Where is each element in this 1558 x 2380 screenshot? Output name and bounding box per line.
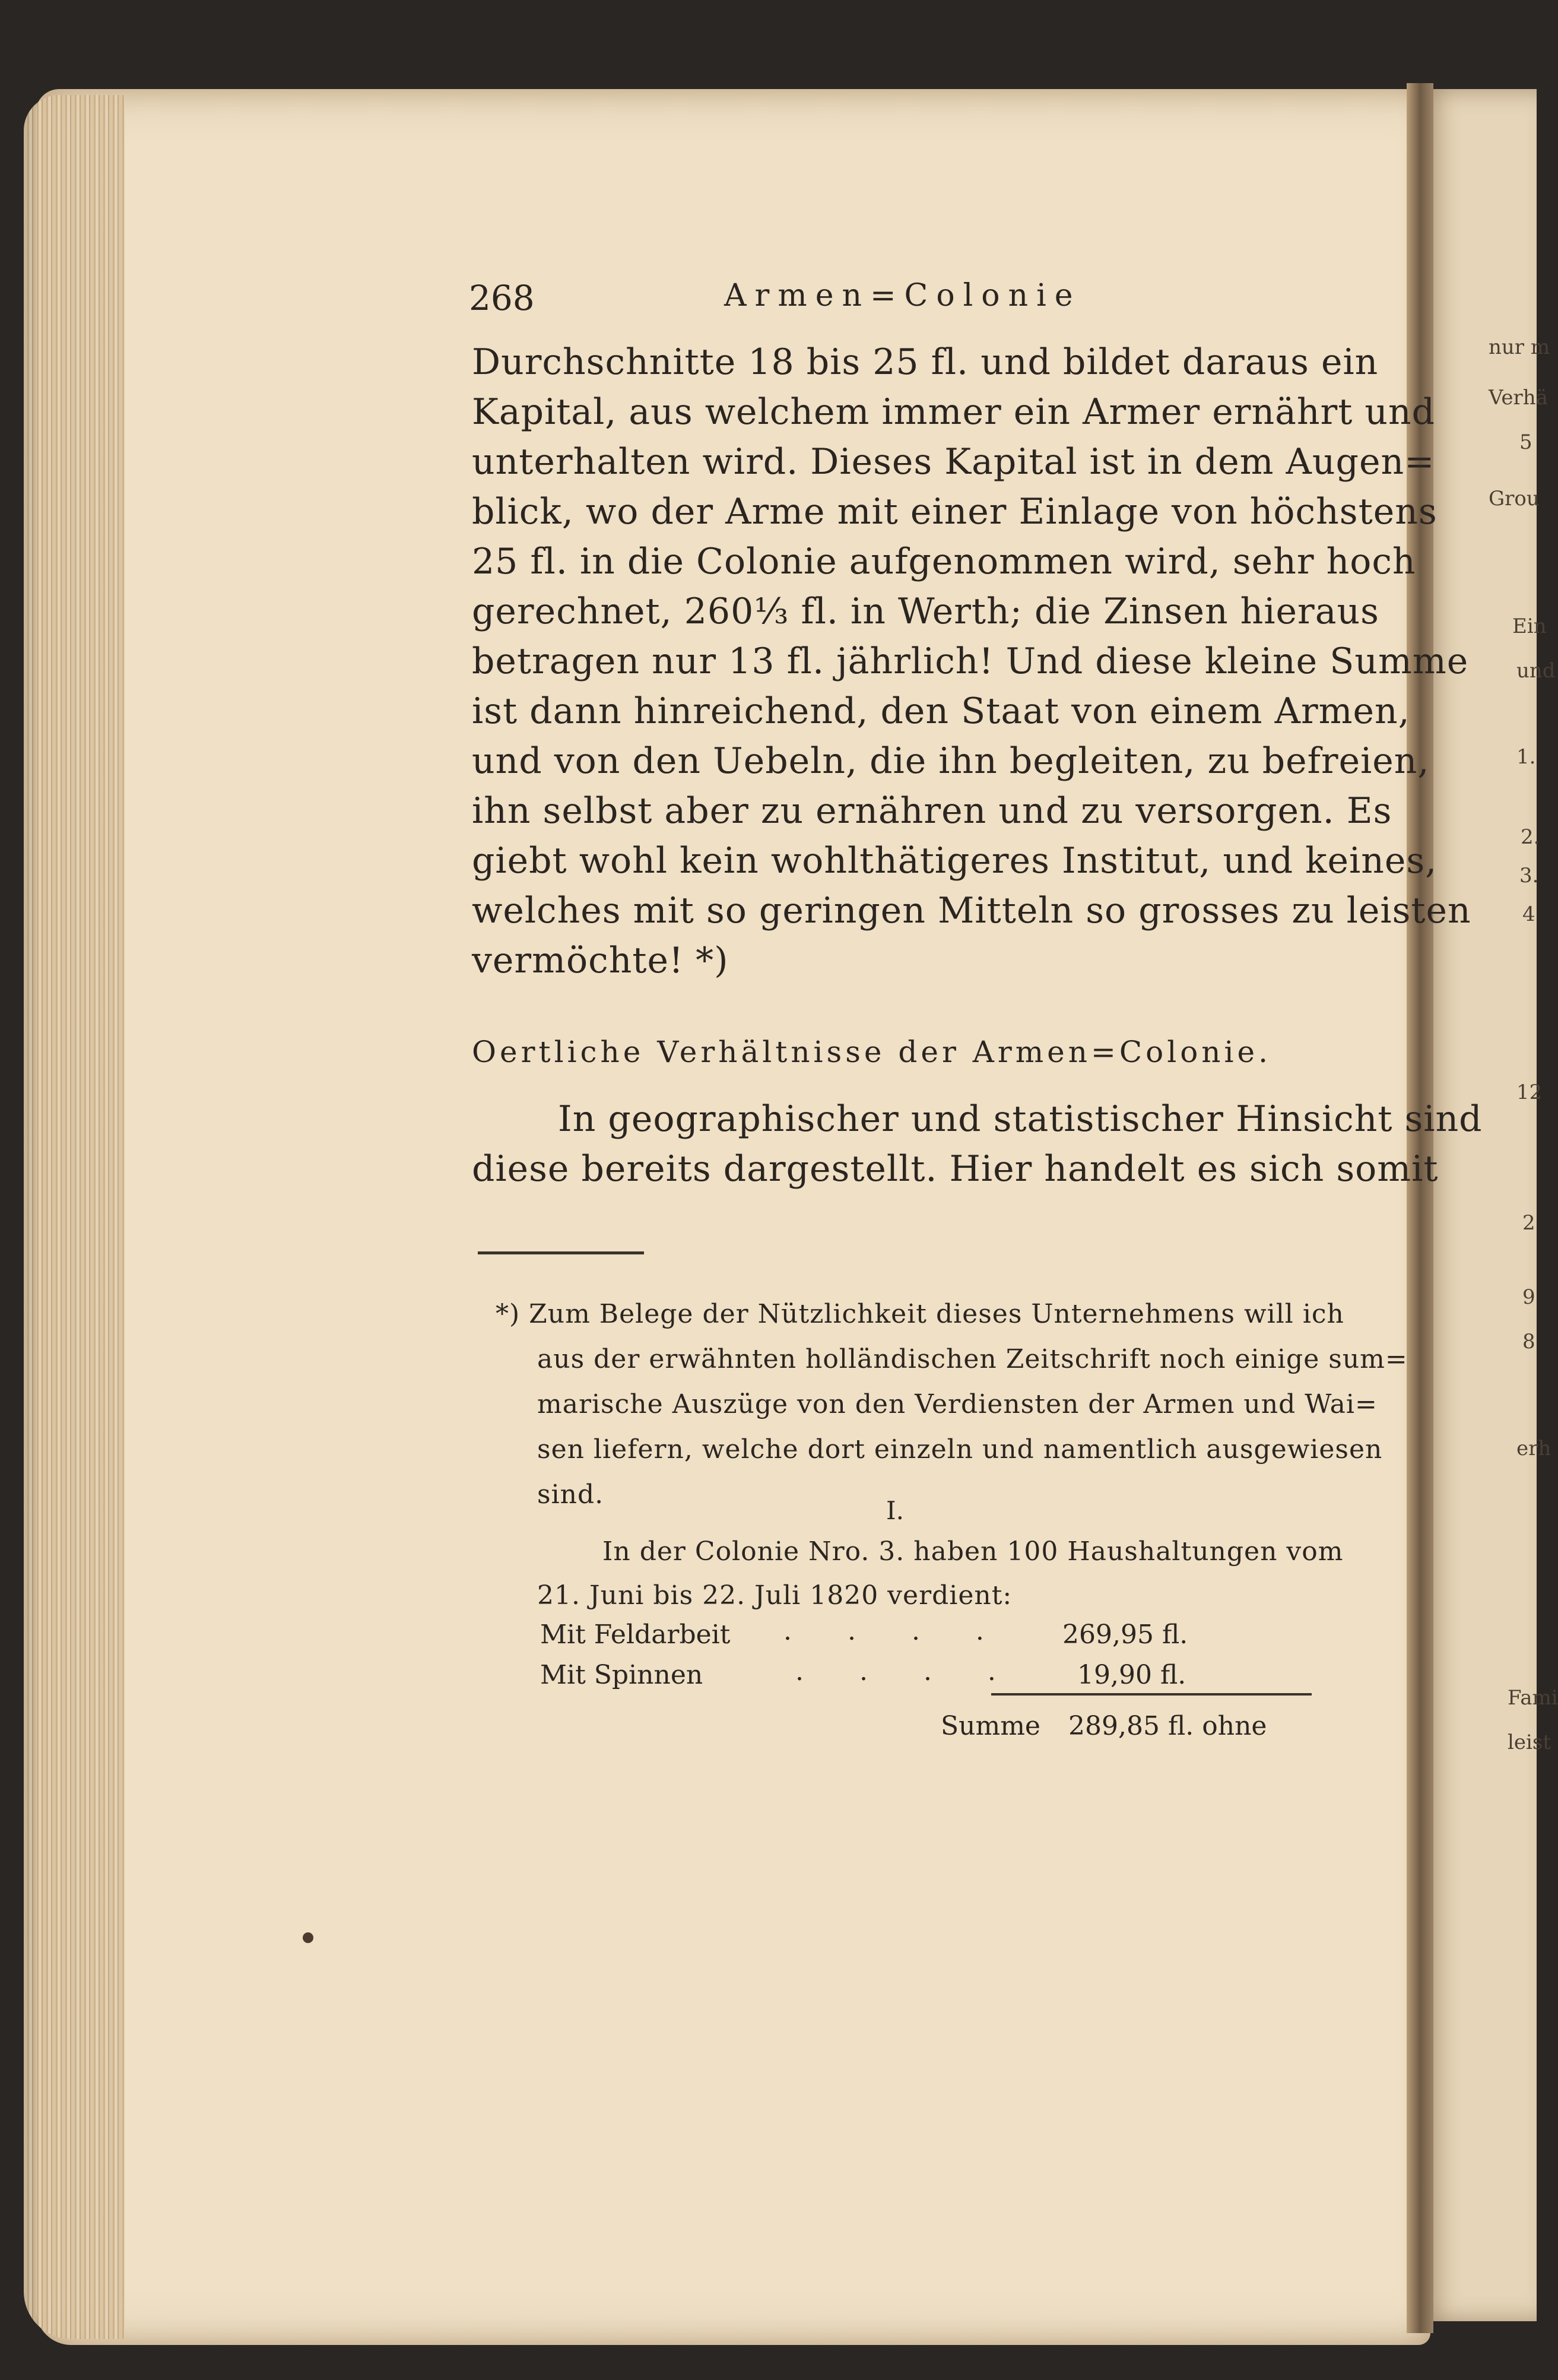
facing-page-fragment: 2. (1521, 825, 1540, 849)
running-title: Armen=Colonie (724, 278, 1081, 313)
earnings-row-label: Mit Spinnen (540, 1660, 703, 1690)
body-line: gerechnet, 260⅓ fl. in Werth; die Zinsen hieraus (472, 591, 1379, 632)
body-line: unterhalten wird. Dieses Kapital ist in dem Augen= (472, 441, 1435, 483)
facing-page-fragment: Fami (1508, 1686, 1558, 1710)
body-line: Durchschnitte 18 bis 25 fl. und bildet daraus ein (472, 341, 1379, 383)
facing-page-fragment: Ein (1512, 614, 1547, 638)
earnings-row-value: 19,90 fl. (1077, 1660, 1186, 1690)
footnote-line: sen liefern, welche dort einzeln und namentlich ausgewiesen (537, 1434, 1383, 1465)
body-line: blick, wo der Arme mit einer Einlage von höchstens (472, 491, 1438, 533)
body-line: betragen nur 13 fl. jährlich! Und diese kleine Summe (472, 641, 1469, 682)
body-line: ihn selbst aber zu ernähren und zu versorgen. Es (472, 790, 1392, 832)
facing-page-fragment: leist (1508, 1731, 1551, 1754)
body-line: vermöchte! *) (472, 940, 729, 981)
body-line: 25 fl. in die Colonie aufgenommen wird, sehr hoch (472, 541, 1416, 582)
footnote-line: In der Colonie Nro. 3. haben 100 Haushaltungen vom (602, 1536, 1344, 1567)
footnote-line: 21. Juni bis 22. Juli 1820 verdient: (537, 1580, 1013, 1611)
facing-page-fragment: Verhä (1489, 386, 1548, 410)
facing-page-fragment: 8 (1522, 1330, 1535, 1354)
earnings-row-label: Mit Feldarbeit (540, 1620, 731, 1650)
facing-page (1421, 89, 1537, 2321)
facing-page-fragment: 3. (1519, 864, 1539, 888)
section-heading: Oertliche Verhältnisse der Armen=Colonie. (472, 1035, 1271, 1069)
leader-dots: . . . . (783, 1616, 1008, 1646)
facing-page-fragment: erh (1516, 1437, 1551, 1460)
footnote-roman-numeral: I. (886, 1496, 904, 1525)
body-line: ist dann hinreichend, den Staat von einem Armen, (472, 690, 1410, 732)
page-edges-stack (24, 95, 125, 2339)
body-line: welches mit so geringen Mitteln so grosses zu leisten (472, 890, 1471, 931)
ink-spot (303, 1932, 313, 1943)
facing-page-fragment: 1. (1516, 745, 1536, 769)
facing-page-fragment: Grou (1489, 487, 1540, 511)
earnings-row-value: 269,95 fl. (1062, 1620, 1188, 1650)
body-line: und von den Uebeln, die ihn begleiten, zu befreien, (472, 740, 1430, 782)
facing-page-fragment: 2 (1522, 1211, 1535, 1235)
body-line: diese bereits dargestellt. Hier handelt es sich somit (472, 1148, 1439, 1190)
facing-page-fragment: nur m (1489, 335, 1550, 359)
footnote-line: aus der erwähnten holländischen Zeitschrift noch einige sum= (537, 1344, 1408, 1374)
facing-page-fragment: 5 (1519, 430, 1532, 454)
body-line: giebt wohl kein wohlthätigeres Institut, und keines, (472, 840, 1438, 882)
body-line: In geographischer und statistischer Hinsicht sind (558, 1098, 1483, 1140)
facing-page-fragment: 12 (1516, 1080, 1543, 1104)
leader-dots: . . . . (795, 1656, 1020, 1687)
footnote-line: sind. (537, 1479, 604, 1510)
sum-label: Summe (941, 1711, 1040, 1741)
body-line: Kapital, aus welchem immer ein Armer ernährt und (472, 391, 1436, 433)
sum-rule (991, 1693, 1312, 1696)
footnote-line: marische Auszüge von den Verdiensten der Armen und Wai= (537, 1389, 1378, 1419)
facing-page-fragment: 9 (1522, 1285, 1535, 1309)
sum-value: 289,85 fl. ohne (1068, 1711, 1267, 1741)
facing-page-fragment: 4 (1522, 902, 1535, 926)
footnote-line: *) Zum Belege der Nützlichkeit dieses Unternehmens will ich (496, 1299, 1344, 1329)
facing-page-fragment: und (1516, 659, 1556, 683)
page-number: 268 (469, 278, 535, 318)
footnote-rule (478, 1251, 644, 1254)
